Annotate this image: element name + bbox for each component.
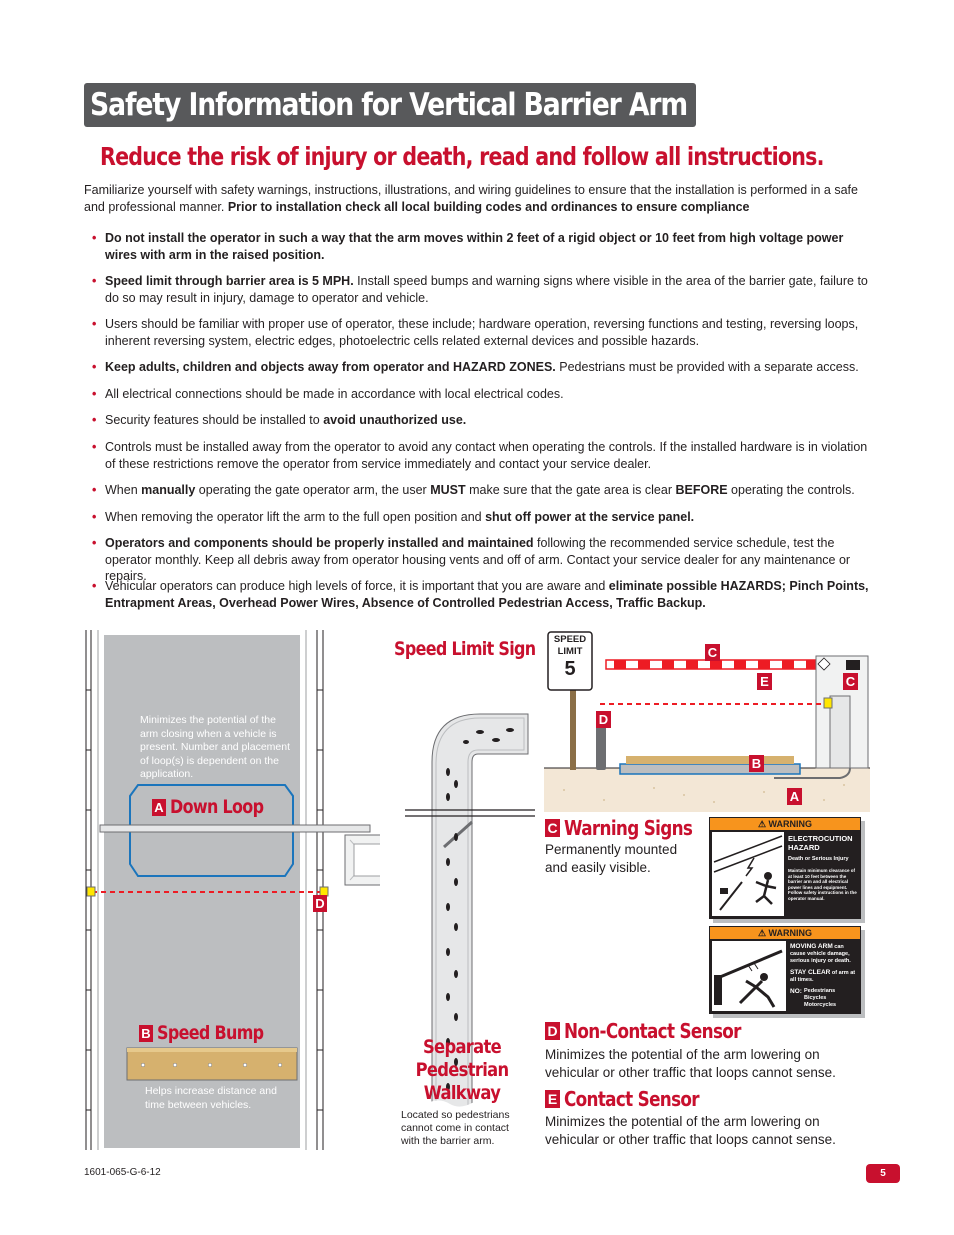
bullet-bold: Do not install the operator in such a way that the arm moves within 2 feet of a rigid object or 10 feet from high voltage power wires with arm in the raised position. <box>105 231 844 262</box>
non-contact-text: Non-Contact Sensor <box>564 1019 742 1043</box>
list-item <box>90 230 874 263</box>
speed-bump-label <box>139 1022 284 1044</box>
intro-bold: Prior to installation check all local building codes and ordinances to ensure compliance <box>227 200 750 214</box>
list-item: • Vehicular operators can produce high levels of force, it is important that you are aware and eliminate possible HAZARDS; Pinch Points, Entrapment Areas, Overhead Power Wires, Absence of Controlled Pedestrian Access, Traffic Backup. <box>90 578 874 611</box>
warning-signs-note: Permanently mounted and easily visible. <box>545 842 678 875</box>
walkway-note: Located so pedestrians cannot come in contact with the barrier arm. <box>401 1109 510 1147</box>
contact-sensor-label <box>545 1087 725 1111</box>
page-number: 5 <box>866 1164 900 1183</box>
list-item: • When manually operating the gate operator arm, the user MUST make sure that the gate area is clear BEFORE operating the controls. <box>90 482 874 499</box>
road-diagram <box>80 630 380 1152</box>
marker-e: E <box>757 673 772 690</box>
bullet-text: Users should be familiar with proper use of operator, these include; hardware operation, reversing functions and testing, reversing loops, inherent reversing system, electric edges, photoelectric cells related external devices and possible hazards. <box>105 317 859 348</box>
moving-arm-pictogram-icon <box>712 941 786 1011</box>
down-loop-badge: A <box>152 799 166 816</box>
marker-c-operator: C <box>843 673 858 690</box>
warning-signs-text: Warning Signs <box>564 816 693 840</box>
contact-text: Contact Sensor <box>564 1087 700 1111</box>
bullet-bold: Keep adults, children and objects away from operator and HAZARD ZONES. <box>105 360 556 374</box>
non-contact-note: Minimizes the potential of the arm lowering on vehicular or other traffic that loops cannot sense. <box>545 1047 836 1080</box>
page-subtitle: Reduce the risk of injury or death, read and follow all instructions. <box>100 142 824 171</box>
moving-arm-sign: ⚠ WARNING MOVING ARM can cause vehicle damage, serious injury or death. STAY CLEAR of arm at all times. NO: Pedestrians Bicycles Motorcycles <box>709 926 861 1014</box>
warning-triangle-icon: ⚠ <box>757 928 767 938</box>
marker-c-arm: C <box>705 644 720 661</box>
loop-note: Minimizes the potential of the arm closing when a vehicle is present. Number and placement of loop(s) is dependent on the application. <box>140 714 290 780</box>
bullet-bold: Speed limit through barrier area is 5 MPH. <box>105 274 354 288</box>
list-item <box>90 316 874 349</box>
contact-note: Minimizes the potential of the arm lowering on vehicular or other traffic that loops cannot sense. <box>545 1114 836 1147</box>
list-item: • Operators and components should be properly installed and maintained following the recommended service schedule, test the operator monthly. Keep all debris away from operator housing vents and off of arm. Contact your service dealer for any maintenance or repairs. <box>90 535 874 585</box>
list-item <box>90 439 874 472</box>
down-loop-text: Down Loop <box>170 796 264 818</box>
bullet-text: Controls must be installed away from the operator to avoid any contact when operating the controls. If the installed hardware is in violation of these restrictions remove the operator from service immediately and contact your service dealer. <box>105 440 868 471</box>
speed-bump-badge: B <box>139 1025 153 1042</box>
speed-bump-note: Helps increase distance and time between vehicles. <box>145 1085 277 1111</box>
down-loop-label <box>152 796 282 818</box>
contact-badge: E <box>545 1090 560 1108</box>
sign2-header: ⚠ WARNING <box>710 927 860 939</box>
warning-signs-label <box>545 816 717 840</box>
speed-limit-sign: SPEED LIMIT 5 <box>553 634 587 680</box>
list-item: • When removing the operator lift the arm to the full open position and shut off power at the service panel. <box>90 509 874 526</box>
d-marker: D <box>313 895 327 913</box>
non-contact-sensor-label <box>545 1019 775 1043</box>
title-banner <box>84 83 696 127</box>
marker-a: A <box>787 788 802 805</box>
bullet-text: Security features should be installed to <box>105 413 324 427</box>
marker-d: D <box>596 711 611 728</box>
speed-limit-heading: Speed Limit Sign <box>394 638 536 660</box>
electrocution-pictogram-icon <box>712 832 784 916</box>
walkway-heading: Separate Pedestrian Walkway <box>415 1036 509 1104</box>
intro-text: Familiarize yourself with safety warnings, instructions, illustrations, and wiring guidelines to ensure that the installation is performed in a safe and professional manner. <box>84 183 858 214</box>
bullet-bold: avoid unauthorized use. <box>323 413 467 427</box>
list-item <box>90 273 874 306</box>
list-item <box>90 412 874 429</box>
page-title: Safety Information for Vertical Barrier Arm <box>90 87 688 123</box>
intro-paragraph <box>84 182 874 216</box>
list-item <box>90 386 874 403</box>
speed-bump-text: Speed Bump <box>157 1022 264 1044</box>
bullet-text: Pedestrians must be provided with a separate access. <box>555 360 859 374</box>
marker-b: B <box>749 755 764 772</box>
warning-signs-badge: C <box>545 819 560 837</box>
non-contact-badge: D <box>545 1022 560 1040</box>
bullet-text: Install speed bumps and warning signs where visible in the area of the barrier gate, failure to do so may result in injury, damage to operator and vehicle. <box>105 274 868 305</box>
sign1-header: ⚠ WARNING <box>710 818 860 830</box>
bullet-text: All electrical connections should be made in accordance with local electrical codes. <box>105 387 564 401</box>
warning-triangle-icon: ⚠ <box>757 819 767 829</box>
list-item <box>90 359 874 376</box>
electrocution-sign: ⚠ WARNING ELECTROCUTION HAZARD Death or Serious Injury Maintain minimum clearance of at least 10 feet between the barrier arm and all electrical power lines and equipment. Follow safety instructions in the operator manual. <box>709 817 861 919</box>
document-code: 1601-065-G-6-12 <box>84 1167 161 1178</box>
